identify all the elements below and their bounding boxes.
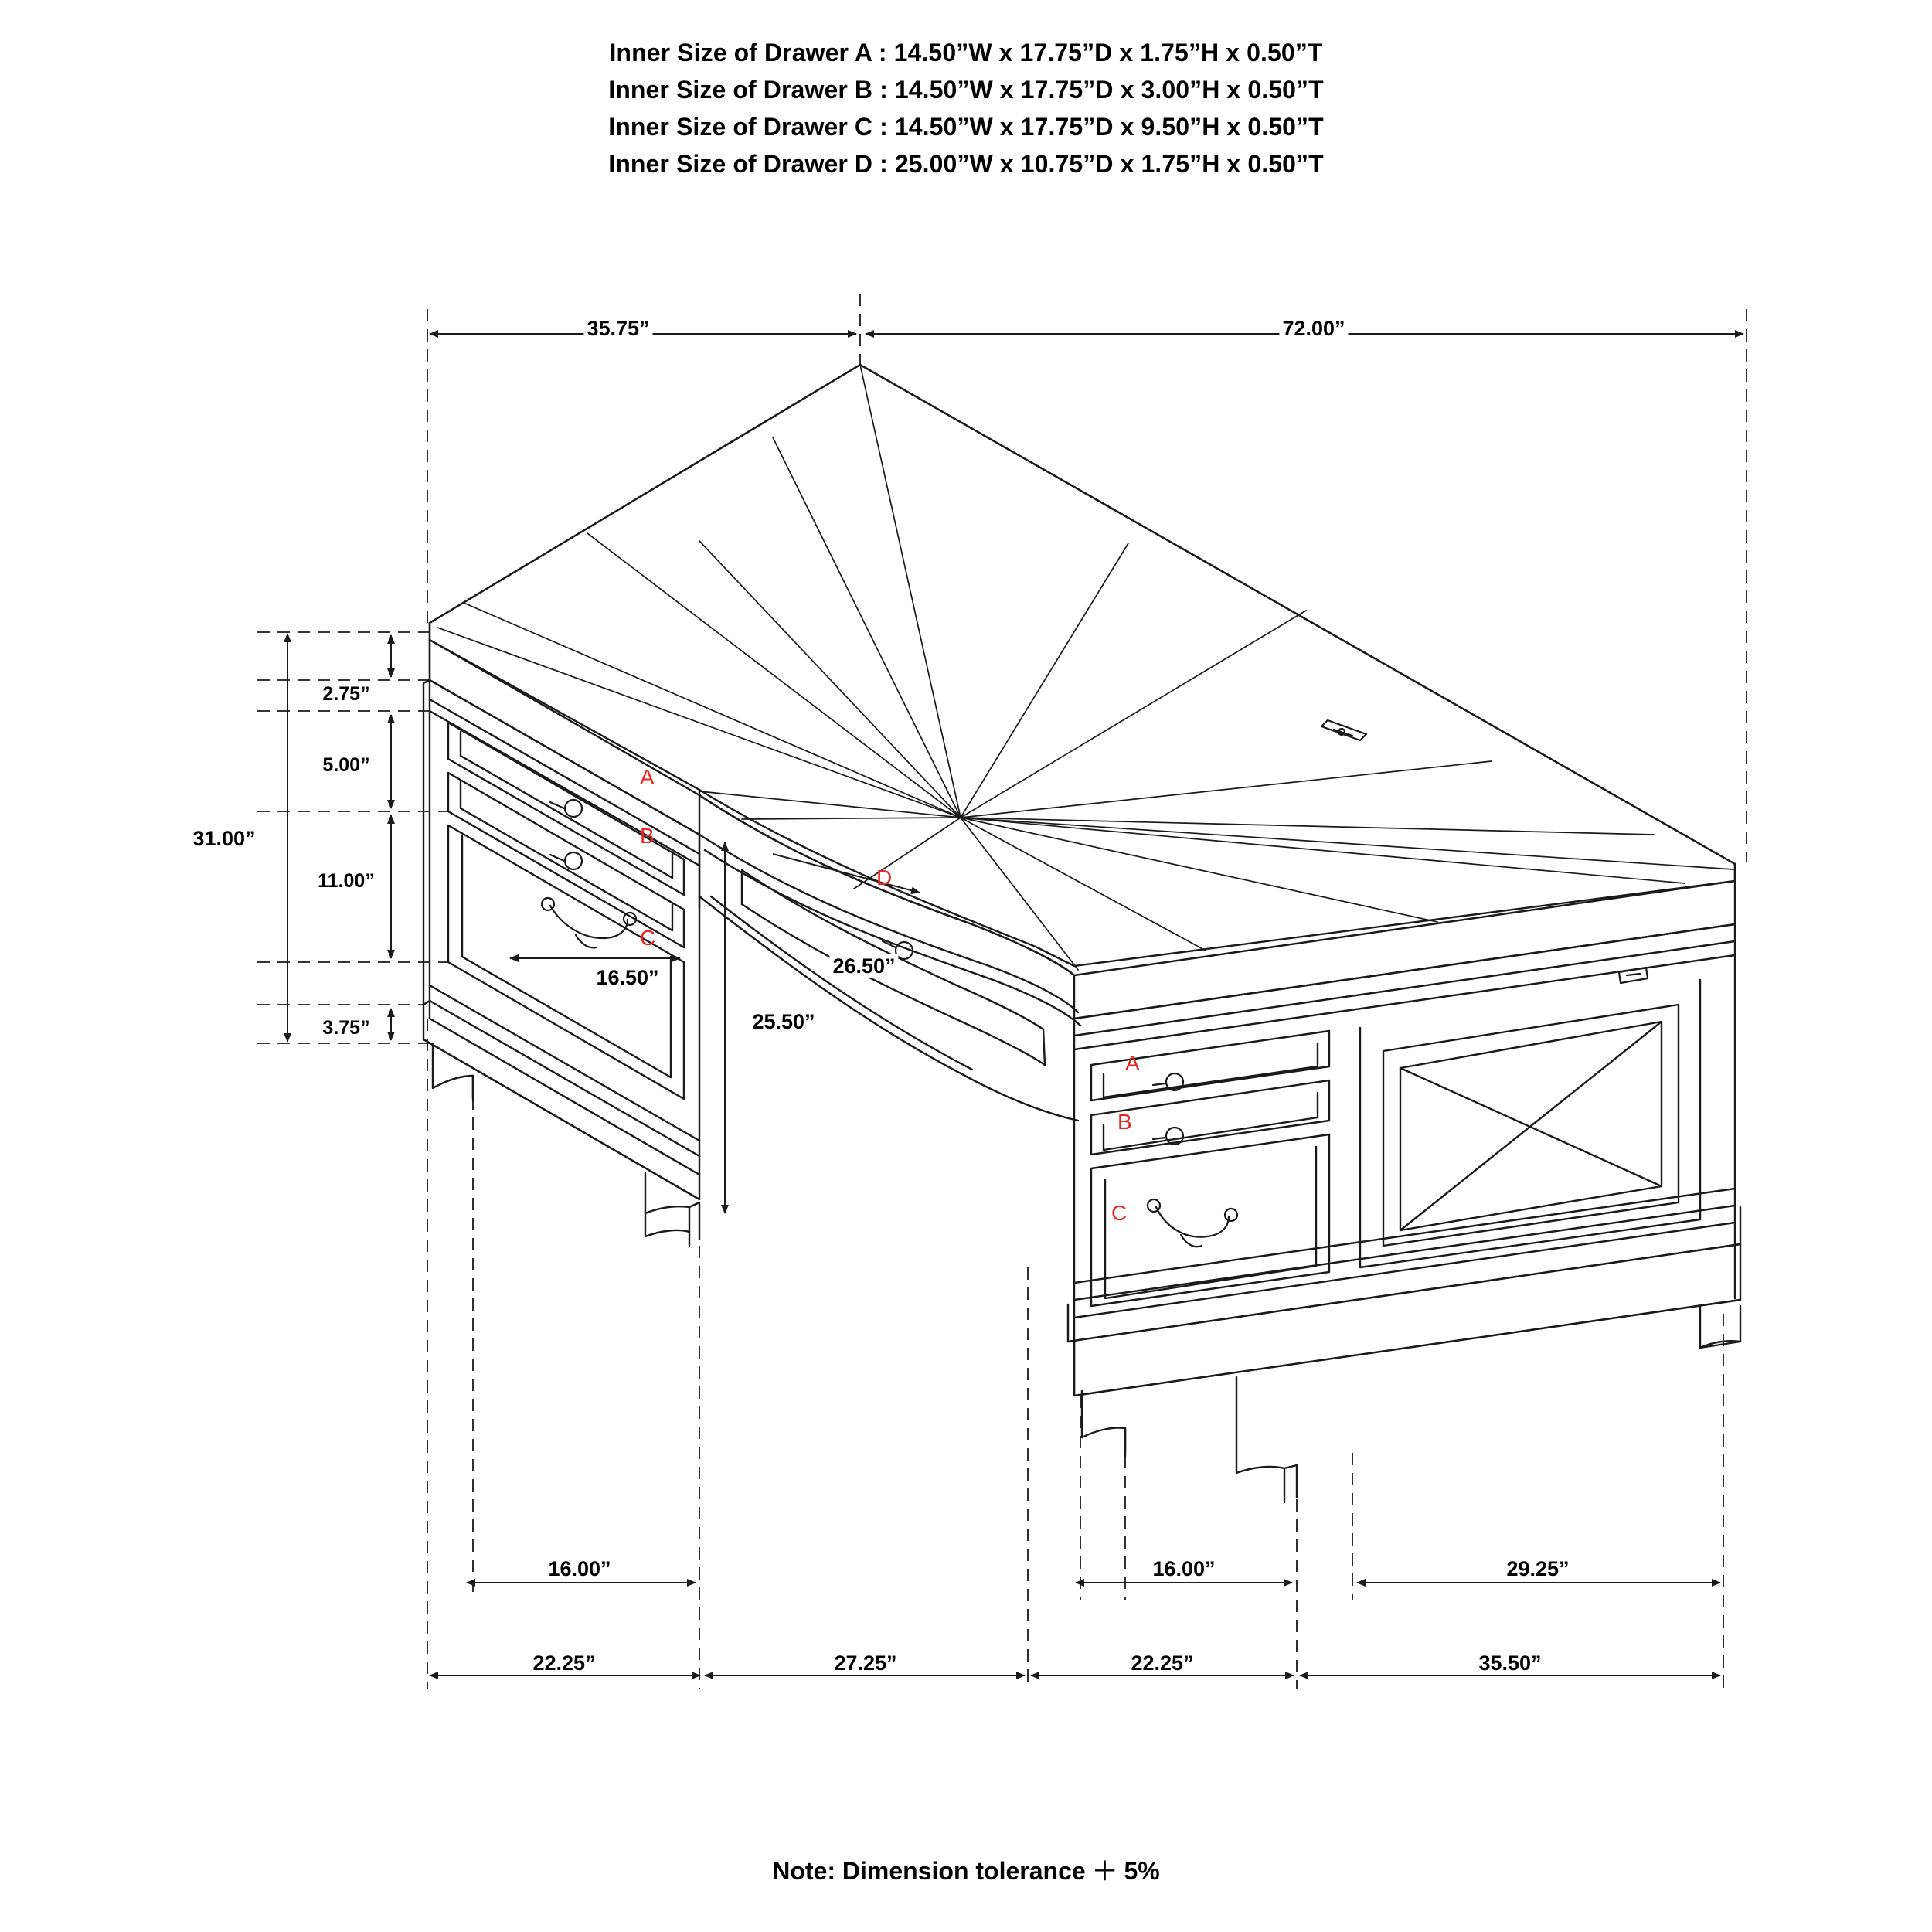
left-pedestal <box>423 640 699 1246</box>
drawer-label-center-d: D <box>876 866 893 889</box>
drawer-label-left-b: B <box>640 824 655 848</box>
dim-total-height: 31.00” <box>189 827 258 850</box>
dim-top-right: 72.00” <box>1279 317 1348 340</box>
dim-return-depth: 25.50” <box>749 1010 818 1033</box>
dim-drawer-ab-height: 5.00” <box>319 753 372 777</box>
drawer-label-right-a: A <box>1125 1051 1140 1075</box>
drawer-label-right-b: B <box>1117 1110 1132 1134</box>
dim-base-height: 3.75” <box>319 1016 372 1039</box>
drawer-label-right-c: C <box>1111 1201 1128 1225</box>
dim-top-left: 35.75” <box>583 317 652 340</box>
dim-bottom-2: 27.25” <box>831 1651 900 1675</box>
dim-apron-height: 2.75” <box>319 682 372 706</box>
dim-right-span: 29.25” <box>1503 1557 1572 1580</box>
dim-bottom-1: 22.25” <box>529 1651 598 1675</box>
dim-bottom-3: 22.25” <box>1128 1651 1196 1675</box>
dim-drawer-c-height: 11.00” <box>315 869 378 893</box>
tolerance-note: Note: Dimension tolerance ＋ 5% <box>772 1857 1160 1885</box>
dim-bottom-4: 35.50” <box>1475 1651 1544 1675</box>
dim-foot-right: 16.00” <box>1149 1557 1218 1580</box>
drawer-label-left-a: A <box>640 765 655 789</box>
drawer-label-left-c: C <box>640 926 656 950</box>
drawer-spec-line-d: Inner Size of Drawer D : 25.00”W x 10.75”D x 1.75”H x 0.50”T <box>608 150 1324 178</box>
drawer-spec-line-a: Inner Size of Drawer A : 14.50”W x 17.75”D x 1.75”H x 0.50”T <box>609 39 1323 66</box>
desk-top-surface <box>430 365 1735 975</box>
drawer-spec-line-c: Inner Size of Drawer C : 14.50”W x 17.75”D x 9.50”H x 0.50”T <box>608 113 1324 141</box>
dim-corner-depth: 26.50” <box>829 954 898 978</box>
dim-drawer-front-width: 16.50” <box>593 966 662 989</box>
drawer-spec-line-b: Inner Size of Drawer B : 14.50”W x 17.75”D x 3.00”H x 0.50”T <box>608 76 1324 104</box>
dim-foot-left: 16.00” <box>545 1557 614 1580</box>
